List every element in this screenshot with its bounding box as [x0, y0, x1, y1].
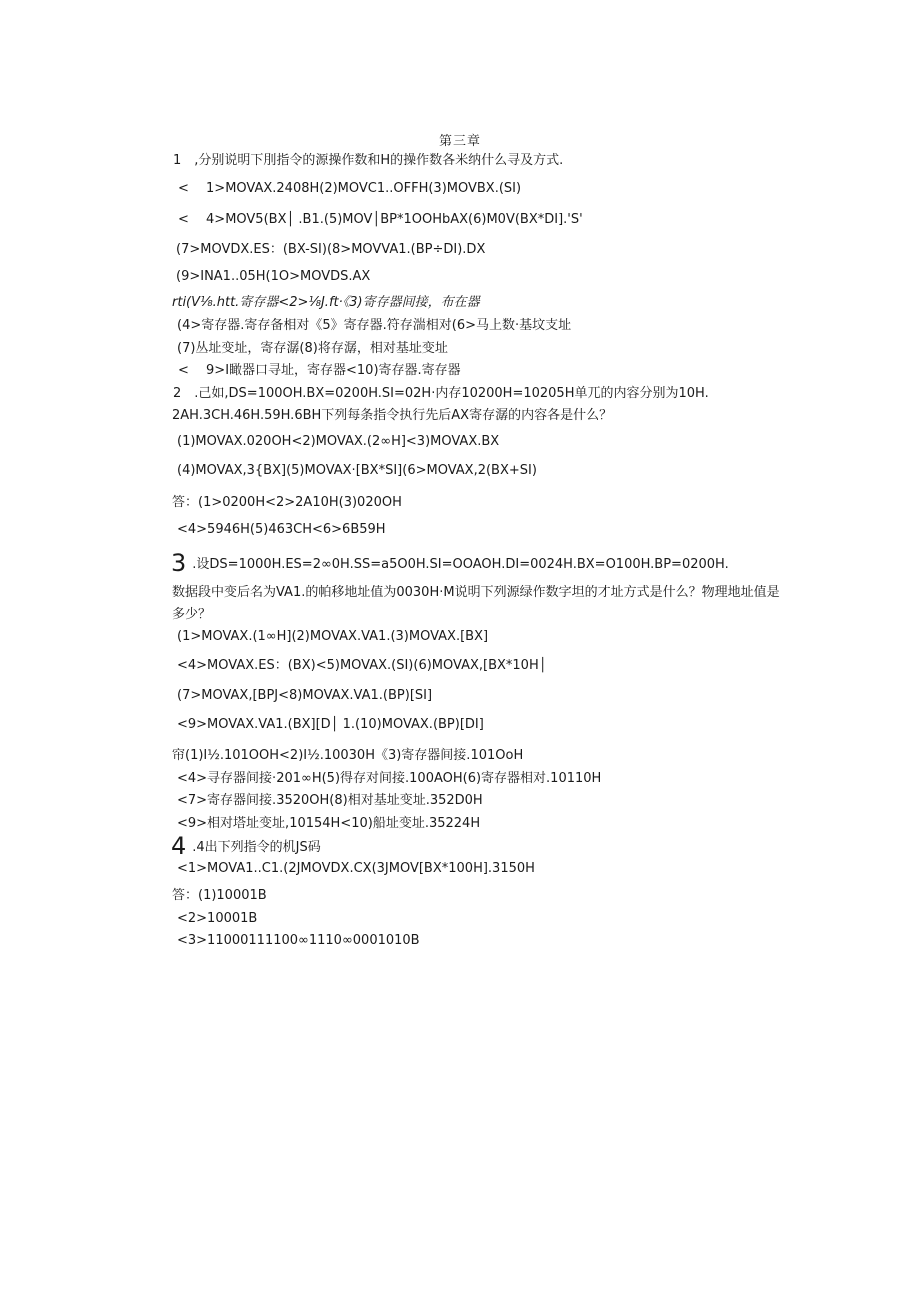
a4-line-1: 答：(1)10001B [172, 888, 267, 903]
a1-line-2: (4>寄存器.寄存备相对《5》寄存器.符存湍相对(6>马上数·基坟支址 [177, 318, 572, 333]
q2-line-3: (1)MOVAX.020OH<2)MOVAX.(2∞H]<3)MOVAX.BX [177, 434, 500, 449]
q3-line-5: <4>MOVAX.ES：(BX)<5)MOVAX.(SI)(6)MOVAX,[BX*10H│ [177, 658, 547, 673]
q2-line-1: 2 .己如,DS=100OH.BX=0200H.SI=02H·内存10200H=10205H单兀的内容分别为10H. [173, 386, 709, 401]
q2-line-2: 2AH.3CH.46H.59H.6BH下列每条指令执行先后AX寄存潺的内容各是什么？ [172, 408, 613, 423]
q1-line-4: (9>INA1..05H(1O>MOVDS.AX [176, 269, 371, 284]
q3-number: 3 [171, 549, 187, 577]
a1-line-4: < 9>I瞰器口寻址，寄存器<10)寄存器.寄存器 [178, 363, 461, 378]
a2-line-1: 答：(1>0200H<2>2A10H(3)020OH [172, 495, 402, 510]
q1-line-2: < 4>MOV5(BX│ .B1.(5)MOV│BP*1OOHbAX(6)M0V(BX*DI].'S' [178, 212, 583, 227]
q4-line-1 [171, 834, 321, 858]
a3-line-3: <7>寄存器间接.3520OH(8)相对基址变址.352D0H [177, 793, 483, 808]
q3-line-7: <9>MOVAX.VA1.(BX][D│ 1.(10)MOVAX.(BP)[DI] [177, 717, 484, 732]
a3-line-4: <9>相对塔址变址,10154H<10)船址变址.35224H [177, 816, 481, 831]
q1-heading: 1 ,分别说明下刖指令的源操作数和H的操作数各米纳什么寻及方式. [173, 153, 564, 168]
a1-line-1: rti(V⅛.htt.寄存器<2>⅛J.ft·《3)寄存器间接，布在器 [172, 295, 480, 310]
q3-line-1-text: .设DS=1000H.ES=2∞0H.SS=a5O0H.SI=OOAOH.DI=0024H.BX=O100H.BP=0200H. [192, 557, 729, 572]
chapter-title: 第三章 [438, 134, 481, 149]
q1-line-3: (7>MOVDX.ES：(BX-SI)(8>MOVVA1.(BP÷DI).DX [176, 242, 486, 257]
a1-line-3: (7)丛址变址，寄存潺(8)将存潺，相对基址变址 [177, 341, 448, 356]
q3-line-2: 数据段中变后名为VA1.的帕移地址值为0030H·M说明下列源绿作数字坦的才址方式是什么？物理地址值是 [172, 585, 780, 600]
q3-line-1 [171, 551, 729, 575]
a3-line-2: <4>寻存器间接·201∞H(5)得存对间接.100AOH(6)寄存器相对.10110H [177, 771, 602, 786]
q3-line-3: 多少？ [172, 607, 212, 622]
q3-line-6: (7>MOVAX,[BPJ<8)MOVAX.VA1.(BP)[SI] [177, 688, 433, 703]
q1-line-1: < 1>MOVAX.2408H(2)MOVC1..OFFH(3)MOVBX.(SI) [178, 181, 522, 196]
q4-line-2: <1>MOVA1..C1.(2JMOVDX.CX(3JMOV[BX*100H].3150H [177, 861, 535, 876]
q2-line-4: (4)MOVAX,3{BX](5)MOVAX·[BX*SI](6>MOVAX,2(BX+SI) [177, 463, 537, 478]
a4-line-2: <2>10001B [177, 911, 258, 926]
a3-line-1: 帘(1)I½.101OOH<2)I½.10030H《3)寄存器间接.101OoH [172, 748, 524, 763]
a4-line-3: <3>11000111100∞1110∞0001010B [177, 933, 420, 948]
q4-number: 4 [171, 832, 187, 860]
q4-line-1-text: .4出下列指令的机JS码 [192, 840, 321, 855]
q3-line-4: (1>MOVAX.(1∞H](2)MOVAX.VA1.(3)MOVAX.[BX] [177, 629, 489, 644]
a2-line-2: <4>5946H(5)463CH<6>6B59H [177, 522, 386, 537]
